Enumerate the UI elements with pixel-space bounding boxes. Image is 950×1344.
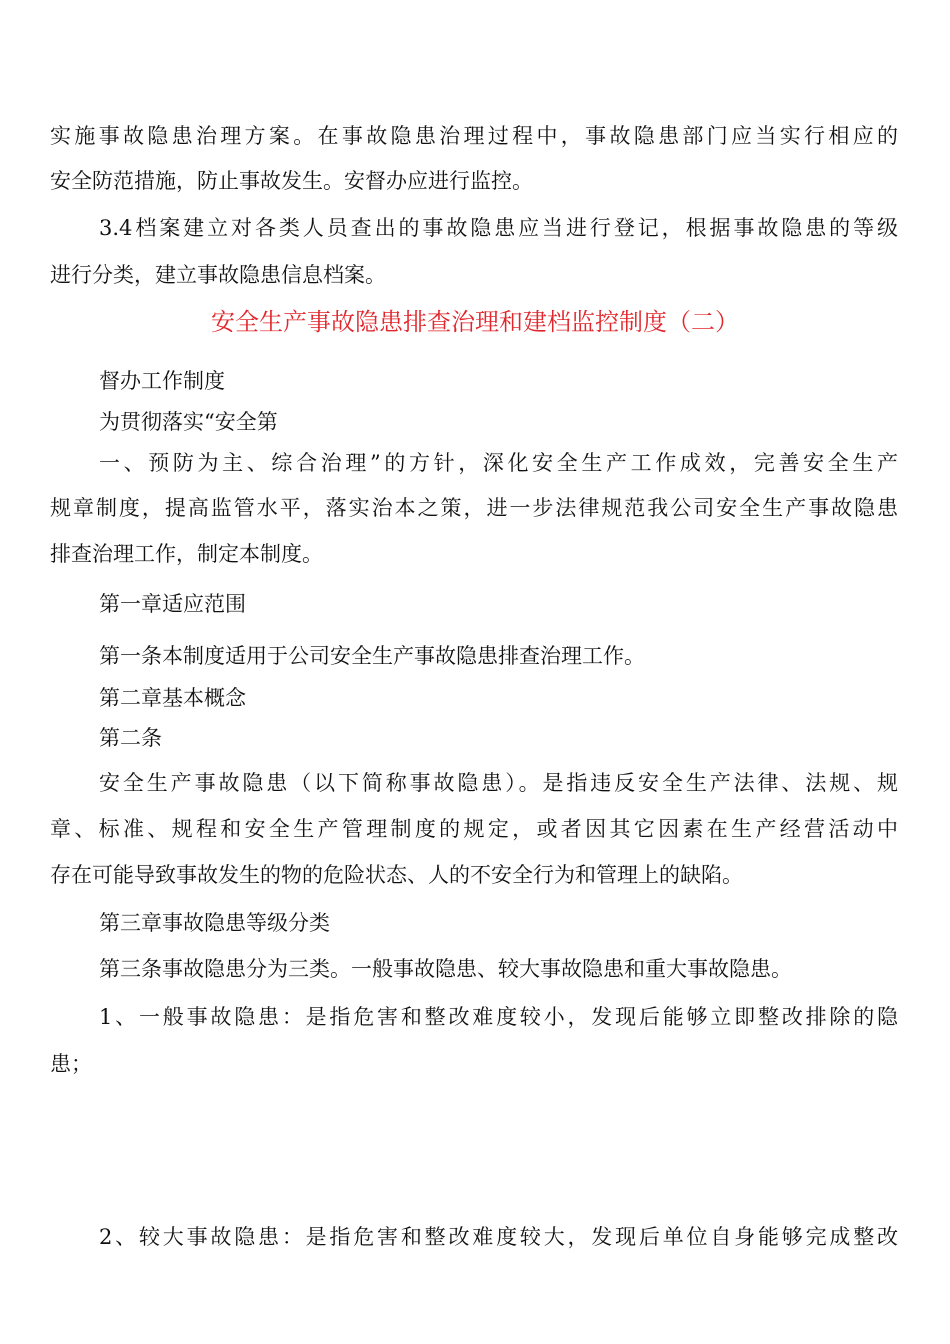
article-line: 第三条事故隐患分为三类。一般事故隐患、较大事故隐患和重大事故隐患。 (99, 957, 792, 981)
section-3-4-line: 3.4档案建立对各类人员查出的事故隐患应当进行登记，根据事故隐患的等级 (99, 216, 898, 240)
paragraph-line: 一、预防为主、综合治理”的方针，深化安全生产工作成效，完善安全生产 (99, 451, 898, 475)
list-item-line: 1、一般事故隐患：是指危害和整改难度较小，发现后能够立即整改排除的隐 (99, 1005, 898, 1029)
heading-line: 督办工作制度 (99, 369, 225, 393)
paragraph-line: 安全防范措施，防止事故发生。安督办应进行监控。 (50, 169, 533, 193)
article-heading: 第二条 (99, 726, 162, 750)
chapter-heading: 第二章基本概念 (99, 686, 246, 710)
article-line: 第一条本制度适用于公司安全生产事故隐患排查治理工作。 (99, 644, 645, 668)
paragraph-line: 为贯彻落实“安全第 (99, 410, 278, 434)
list-item-line: 2、较大事故隐患：是指危害和整改难度较大，发现后单位自身能够完成整改 (99, 1225, 898, 1249)
chapter-heading: 第一章适应范围 (99, 592, 246, 616)
paragraph-line: 实施事故隐患治理方案。在事故隐患治理过程中，事故隐患部门应当实行相应的 (50, 124, 898, 148)
paragraph-line: 进行分类，建立事故隐患信息档案。 (50, 263, 386, 287)
paragraph-line: 存在可能导致事故发生的物的危险状态、人的不安全行为和管理上的缺陷。 (50, 863, 743, 887)
list-item-line: 患； (50, 1052, 92, 1076)
chapter-heading: 第三章事故隐患等级分类 (99, 911, 330, 935)
paragraph-line: 排查治理工作，制定本制度。 (50, 542, 323, 566)
paragraph-line: 章、标准、规程和安全生产管理制度的规定，或者因其它因素在生产经营活动中 (50, 817, 898, 841)
paragraph-line: 规章制度，提高监管水平，落实治本之策，进一步法律规范我公司安全生产事故隐患 (50, 496, 898, 520)
section-title: 安全生产事故隐患排查治理和建档监控制度（二） (211, 308, 739, 336)
paragraph-line: 安全生产事故隐患（以下简称事故隐患）。是指违反安全生产法律、法规、规 (99, 771, 898, 795)
